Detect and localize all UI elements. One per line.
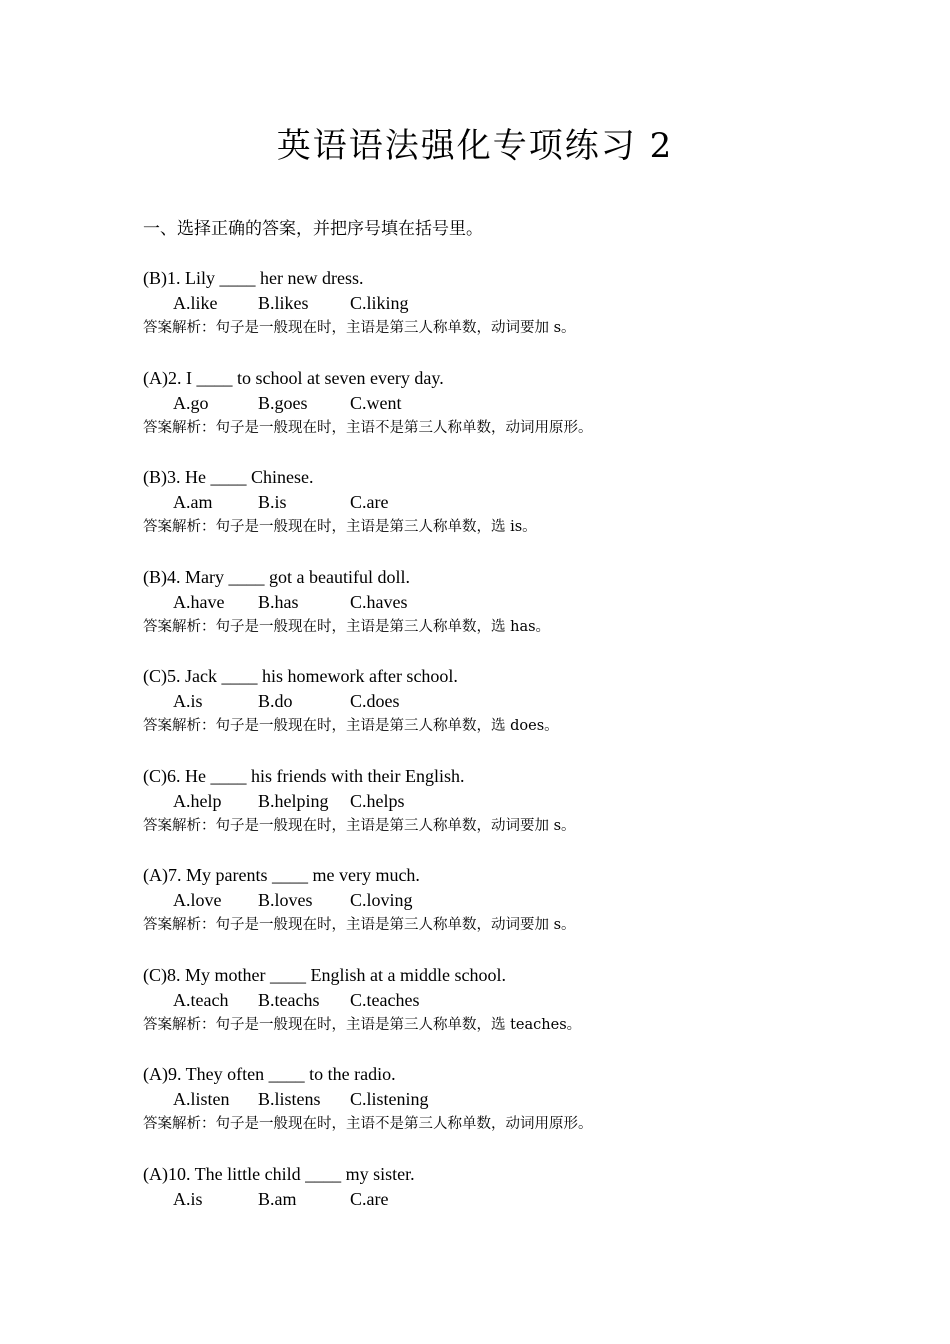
question-stem: (B)4. Mary ____ got a beautiful doll. xyxy=(143,566,410,587)
question-item xyxy=(143,764,863,864)
option-a: A.love xyxy=(173,890,222,910)
question-stem: (B)3. He ____ Chinese. xyxy=(143,467,314,487)
option-c: C.are xyxy=(350,492,389,512)
option-a: A.like xyxy=(173,293,218,313)
question-options xyxy=(143,590,863,615)
option-b: B.likes xyxy=(258,293,309,313)
question-options xyxy=(143,789,863,814)
question-item xyxy=(143,863,863,963)
option-b: B.am xyxy=(258,1188,297,1209)
question-stem: (A)7. My parents ____ me very much. xyxy=(143,865,420,885)
question-options xyxy=(143,988,863,1013)
option-b: B.goes xyxy=(258,392,308,413)
option-a: A.help xyxy=(173,790,222,811)
option-b: B.is xyxy=(258,492,287,512)
question-options xyxy=(143,490,863,515)
option-c: C.does xyxy=(350,691,400,711)
answer-explanation: 答案解析：句子是一般现在时，主语是第三人称单数，选 does。 xyxy=(143,718,559,734)
question-stem: (C)6. He ____ his friends with their English. xyxy=(143,765,465,786)
option-c: C.loving xyxy=(350,890,413,910)
question-stem: (A)10. The little child ____ my sister. xyxy=(143,1163,415,1184)
option-c: C.went xyxy=(350,392,402,413)
option-c: C.are xyxy=(350,1188,389,1209)
answer-explanation: 答案解析：句子是一般现在时，主语不是第三人称单数，动词用原形。 xyxy=(143,419,593,436)
answer-explanation: 答案解析：句子是一般现在时，主语是第三人称单数，选 is。 xyxy=(143,519,537,535)
option-a: A.is xyxy=(173,691,203,711)
question-list xyxy=(143,266,863,1261)
question-options xyxy=(143,391,863,416)
answer-explanation: 答案解析：句子是一般现在时，主语是第三人称单数，动词要加 s。 xyxy=(143,917,576,933)
question-stem: (B)1. Lily ____ her new dress. xyxy=(143,268,364,288)
option-b: B.helping xyxy=(258,790,329,811)
option-a: A.go xyxy=(173,392,209,413)
option-b: B.teachs xyxy=(258,989,320,1010)
option-c: C.helps xyxy=(350,790,405,811)
section-instruction: 一、选择正确的答案，并把序号填在括号里。 xyxy=(143,219,483,239)
option-c: C.teaches xyxy=(350,989,420,1010)
answer-explanation: 答案解析：句子是一般现在时，主语是第三人称单数，动词要加 s。 xyxy=(143,320,576,336)
option-b: B.listens xyxy=(258,1089,321,1109)
option-c: C.liking xyxy=(350,293,409,313)
question-options xyxy=(143,1187,863,1212)
option-a: A.is xyxy=(173,1188,203,1209)
answer-explanation: 答案解析：句子是一般现在时，主语是第三人称单数，选 has。 xyxy=(143,618,551,635)
option-b: B.do xyxy=(258,691,293,711)
option-a: A.teach xyxy=(173,989,229,1010)
question-item xyxy=(143,565,863,665)
question-options xyxy=(143,888,863,913)
answer-explanation: 答案解析：句子是一般现在时，主语不是第三人称单数，动词用原形。 xyxy=(143,1116,593,1132)
answer-explanation: 答案解析：句子是一般现在时，主语是第三人称单数，动词要加 s。 xyxy=(143,817,576,834)
page-title: 英语语法强化专项练习 2 xyxy=(276,126,674,166)
option-a: A.listen xyxy=(173,1089,230,1109)
question-item xyxy=(143,1162,863,1262)
option-a: A.am xyxy=(173,492,213,512)
question-stem: (C)8. My mother ____ English at a middle school. xyxy=(143,964,506,985)
question-stem: (A)2. I ____ to school at seven every day. xyxy=(143,367,444,388)
question-item xyxy=(143,366,863,466)
option-c: C.haves xyxy=(350,591,408,612)
option-b: B.loves xyxy=(258,890,313,910)
question-options xyxy=(143,291,863,316)
question-item xyxy=(143,1062,863,1162)
question-stem: (C)5. Jack ____ his homework after school. xyxy=(143,666,458,686)
question-options xyxy=(143,689,863,714)
question-options xyxy=(143,1087,863,1112)
question-item xyxy=(143,465,863,565)
option-c: C.listening xyxy=(350,1089,429,1109)
question-stem: (A)9. They often ____ to the radio. xyxy=(143,1064,396,1084)
question-item xyxy=(143,664,863,764)
question-item xyxy=(143,266,863,366)
option-b: B.has xyxy=(258,591,299,612)
answer-explanation: 答案解析：句子是一般现在时，主语是第三人称单数，选 teaches。 xyxy=(143,1016,582,1033)
question-item xyxy=(143,963,863,1063)
option-a: A.have xyxy=(173,591,225,612)
